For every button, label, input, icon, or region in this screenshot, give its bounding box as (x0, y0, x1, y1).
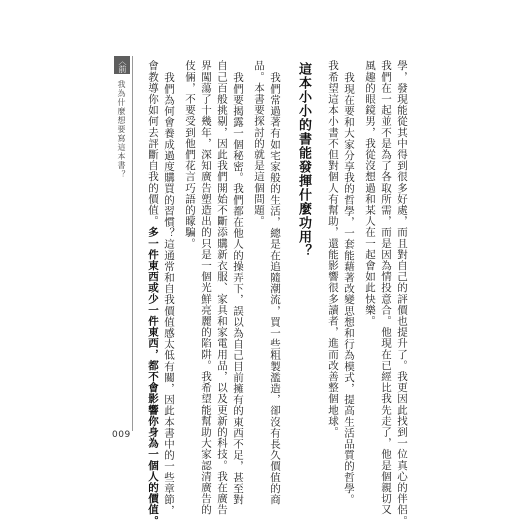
body-text-column: 我們要揭露一個秘密。我們都在他人的操弄下，誤以為自己目前擁有的東西不足，甚至對 (232, 72, 244, 505)
body-text-column: 伎倆，不要受到他們花言巧語的矇騙。 (184, 60, 196, 249)
chapter-tag: 〈前言〉 (114, 56, 130, 74)
body-text-column: 風趣的眼鏡男，我從沒想過和某人在一起會如此快樂。 (364, 60, 376, 326)
running-title: 我為什麼想要寫這本書？ (116, 80, 127, 179)
body-text-column: 我希望這本小書不但對個人有幫助，還能影響很多讀者，進而改善整個地球。 (327, 60, 339, 437)
bold-ending-text: 多一件東西或少一件東西，都不會影響你身為一個人的價值。 (147, 227, 159, 526)
body-text-column: 界闖蕩了十幾年，深知廣告塑造出的只是一個光鮮亮麗的陷阱。我希望能幫助大家認清廣告的 (200, 60, 212, 515)
body-text-column: 我們常過著有如宅家般的生活，總是在追隨潮流，買一些粗製濫造，卻沒有長久價值的商 (269, 72, 281, 505)
body-text-column: 我們為何會養成過度購買的習慣？這通常和自我價值感太低有關，因此本書中的一些章節， (163, 72, 175, 516)
body-text-column: 我現在要和大家分享我的哲學，一套能藉著改變思想和行為模式，提高生活品質的哲學。 (343, 72, 355, 505)
page-number: 009 (112, 430, 131, 440)
body-text-column: 自己百般挑剔，因此我們開始不斷添購新衣服、家具和家電用品，以及更新的科技。我在廣告 (216, 60, 228, 515)
body-text-column: 學，發現能從其中得到很多好處，而且對自己的評價也提升了。我更因此找到一位真心的伴侶。 (396, 60, 408, 526)
section-heading: 這本小小的書能發揮什麼功用？ (296, 62, 311, 258)
body-text: 會教導你如何去評斷自我的價值。 (147, 60, 159, 227)
body-text-column: 品。本書要探討的就是這個問題。 (253, 60, 265, 227)
body-text-column (147, 60, 159, 526)
sidebar-divider (132, 56, 133, 431)
body-text-column: 我們在一起並不是為了各取所需，而是因為情投意合。他現在已經比我先走了，他是個親切又 (380, 60, 392, 515)
